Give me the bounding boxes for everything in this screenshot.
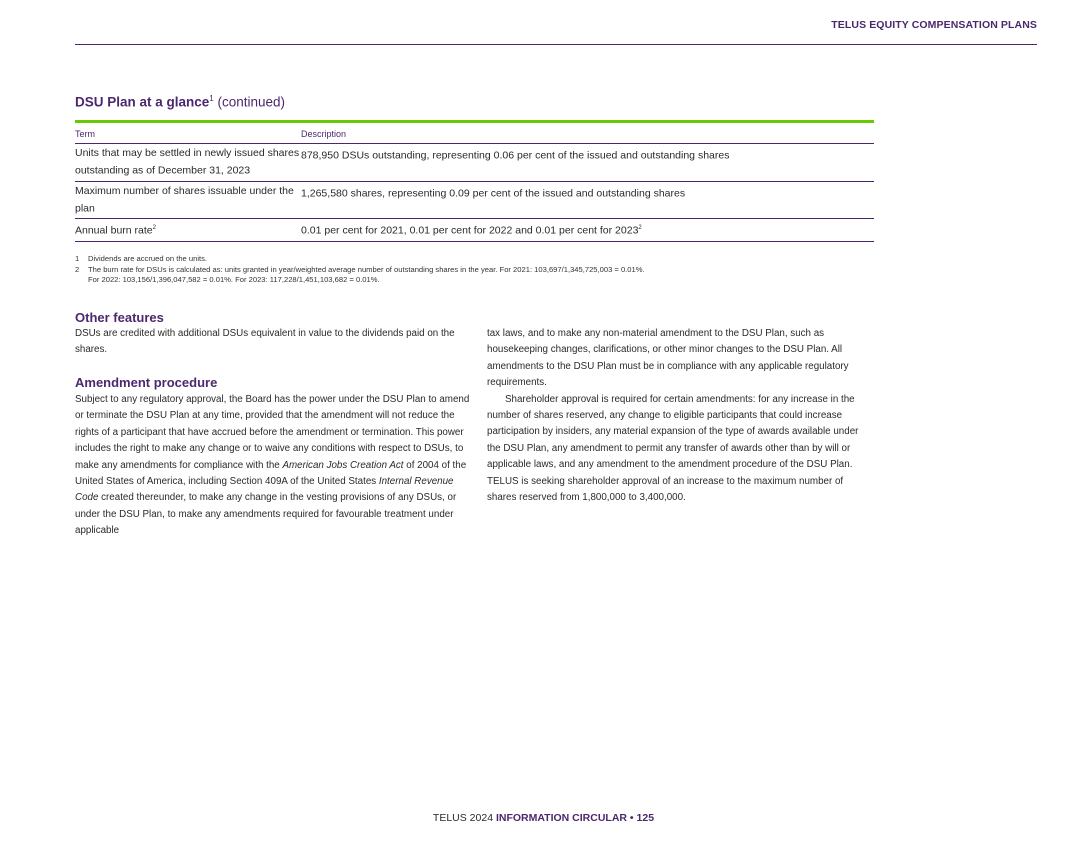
table-cell-term (75, 182, 301, 219)
table-cell-description (301, 219, 874, 241)
table-cell-term (75, 144, 301, 181)
table-footnotes (75, 254, 895, 286)
term-text: Maximum number of shares issuable under the plan (75, 184, 294, 214)
term-text: Units that may be settled in newly issued shares outstanding as of December 31, 2023 (75, 147, 300, 177)
description-text: 0.01 per cent for 2021, 0.01 per cent for 2022 and 0.01 per cent for 2023 (301, 224, 639, 237)
description-sup: 2 (638, 225, 642, 231)
description-text: 878,950 DSUs outstanding, representing 0.06 per cent of the issued and outstanding shares (301, 149, 730, 162)
table-row (75, 219, 874, 242)
amendment-text-b: of 2004 of the United States of America, including Section 409A of the United States (75, 459, 467, 488)
section-title-main: DSU Plan at a glance (75, 94, 210, 110)
other-features-heading: Other features (75, 310, 164, 325)
table-header-row (75, 123, 874, 144)
right-column (487, 326, 867, 506)
amendment-paragraph-1-continued: tax laws, and to make any non-material amendment to the DSU Plan, such as housekeeping changes, clarifications, or other minor changes to the DSU Plan. All amendments to the DSU Plan must be in compliance with any applicable regulatory requirements. (487, 328, 849, 389)
table-row (75, 144, 874, 182)
amendment-text-a: Subject to any regulatory approval, the Board has the power under the DSU Plan to amend or terminate the DSU Plan at any time, provided that the amendment will not reduce the rights of a participant that have accrued before the amendment or termination. This power includes the right to make any change or to waive any conditions with respect to DSUs, to make any amendments for compliance with the (75, 394, 470, 471)
section-title-footnote-ref: 1 (209, 94, 214, 103)
amendment-heading: Amendment procedure (75, 375, 218, 390)
section-title-suffix: (continued) (213, 94, 286, 110)
footnote (75, 265, 895, 276)
footnote-text: For 2022: 103,156/1,396,047,582 = 0.01%. For 2023: 117,228/1,451,103,682 = 0.01%. (88, 275, 380, 284)
footnote-number: 1 (75, 254, 80, 263)
table-header-term: Term (75, 129, 95, 139)
footnote-text: Dividends are accrued on the units. (88, 254, 208, 263)
footer-separator: • (627, 812, 637, 824)
term-sup: 2 (152, 225, 156, 231)
footnote-text: The burn rate for DSUs is calculated as: units granted in year/weighted average number of outstanding shares in the year. For 2021: 103,697/1,345,725,003 = 0.01%. (88, 264, 645, 274)
page-number: 125 (636, 812, 655, 824)
amendment-code-name: Internal Revenue Code (75, 476, 454, 504)
running-header: TELUS EQUITY COMPENSATION PLANS (831, 19, 1037, 31)
footer-prefix: TELUS 2024 (432, 812, 496, 824)
footnote (75, 275, 895, 286)
other-features-text (75, 326, 475, 359)
footnote (75, 254, 895, 265)
table-cell-term (75, 219, 301, 241)
header-divider (75, 44, 1037, 45)
amendment-paragraph-left (75, 392, 475, 540)
table-header-description: Description (301, 129, 347, 139)
section-title (75, 94, 285, 110)
table-cell-description (301, 182, 874, 219)
page-footer (0, 812, 1087, 824)
table-cell-description (301, 144, 874, 181)
dsu-plan-table (75, 120, 874, 242)
amendment-paragraph-1 (75, 392, 475, 540)
amendment-act-name: American Jobs Creation Act (282, 459, 404, 471)
footnote-number (75, 275, 88, 286)
table-row (75, 182, 874, 220)
other-features-paragraph: DSUs are credited with additional DSUs equivalent in value to the dividends paid on the shares. (75, 328, 455, 356)
footnote-number: 2 (75, 264, 80, 274)
description-text: 1,265,580 shares, representing 0.09 per cent of the issued and outstanding shares (301, 187, 686, 199)
footer-publication: INFORMATION CIRCULAR (495, 812, 628, 824)
term-text: Annual burn rate (75, 224, 153, 237)
amendment-text-c: created thereunder, to make any change in the vesting provisions of any DSUs, or under the DSU Plan, to make any amendments required for favourable treatment under applicable (75, 492, 457, 537)
amendment-paragraph-2: Shareholder approval is required for certain amendments: for any increase in the number of shares reserved, any change to eligible participants that could increase participation by insiders, any material expansion of the type of awards available under the DSU Plan, any amendment to permit any transfer of awards other than by will or applicable laws, and any amendment to the amendment procedure of the DSU Plan. TELUS is seeking shareholder approval of an increase to the maximum number of shares reserved from 1,800,000 to 3,400,000. (487, 393, 859, 504)
